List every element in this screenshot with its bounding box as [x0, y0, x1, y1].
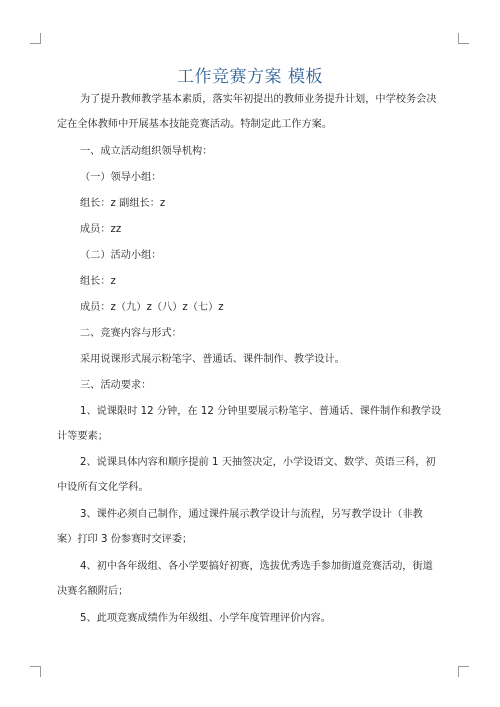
crop-mark-bottom-left — [30, 666, 41, 677]
section-heading: 三、活动要求： — [80, 380, 152, 391]
paragraph-line: 4、初中各年级组、各小学要搞好初赛，选拔优秀选手参加街道竞赛活动，街道 — [80, 561, 433, 572]
paragraph-line: 采用说课形式展示粉笔字、普通话、课件制作、教学设计。 — [80, 354, 345, 365]
paragraph-line: 计等要素； — [57, 431, 108, 442]
paragraph-line: 成员：z（九）z（八）z（七）z — [80, 302, 224, 313]
paragraph-line: 组长：z 副组长：z — [80, 198, 166, 209]
paragraph-line: 5、此项竞赛成绩作为年级组、小学年度管理评价内容。 — [80, 613, 331, 624]
subsection-heading: （一）领导小组： — [80, 172, 162, 183]
crop-mark-bottom-right — [458, 666, 469, 677]
paragraph-line: 案）打印 3 份参赛时交评委； — [57, 534, 193, 545]
paragraph-line: 成员：zz — [80, 224, 122, 235]
paragraph-line: 1、说课限时 12 分钟，在 12 分钟里要展示粉笔字、普通话、课件制作和教学设 — [80, 406, 442, 417]
paragraph-line: 2、说课具体内容和顺序提前 1 天抽签决定，小学设语文、数学、英语三科，初 — [80, 457, 436, 468]
paragraph-line: 决赛名额附后； — [57, 586, 129, 597]
crop-mark-top-right — [458, 33, 469, 44]
paragraph-line: 中设所有文化学科。 — [57, 482, 149, 493]
document-title: 工作竞赛方案 模板 — [177, 67, 323, 87]
crop-mark-top-left — [30, 33, 41, 44]
section-heading: 一、成立活动组织领导机构： — [80, 146, 213, 157]
paragraph-line: 为了提升教师教学基本素质，落实年初提出的教师业务提升计划，中学校务会决 — [80, 94, 437, 105]
paragraph-line: 组长：z — [80, 276, 116, 287]
paragraph-line: 定在全体教师中开展基本技能竞赛活动。特制定此工作方案。 — [57, 119, 333, 130]
section-heading: 二、竞赛内容与形式： — [80, 328, 182, 339]
subsection-heading: （二）活动小组： — [80, 250, 162, 261]
paragraph-line: 3、课件必须自己制作，通过课件展示教学设计与流程，另写教学设计（非教 — [80, 509, 423, 520]
